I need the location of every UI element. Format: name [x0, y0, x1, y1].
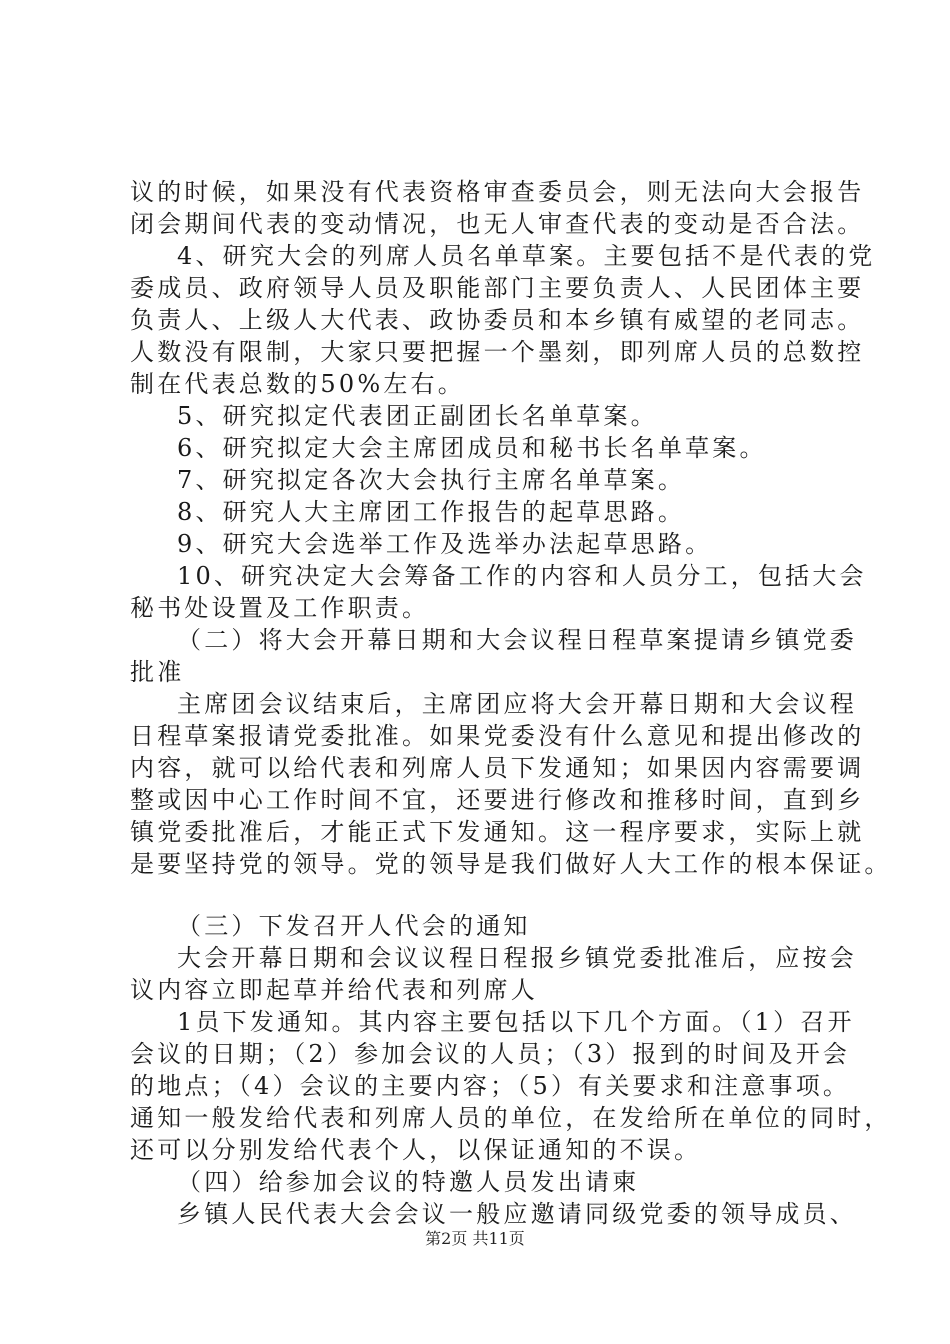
body-text-line: 大会开幕日期和会议议程日程报乡镇党委批准后，应按会 [177, 944, 857, 972]
list-item-4: 4、研究大会的列席人员名单草案。主要包括不是代表的党 [177, 242, 876, 270]
section-heading-3: （三）下发召开人代会的通知 [177, 912, 531, 940]
body-text-line: 闭会期间代表的变动情况，也无人审查代表的变动是否合法。 [130, 210, 865, 238]
body-text-line: 人数没有限制，大家只要把握一个墨刻，即列席人员的总数控 [130, 338, 865, 366]
body-text-line: 1员下发通知。其内容主要包括以下几个方面。（1）召开 [177, 1008, 855, 1036]
body-text-line: 通知一般发给代表和列席人员的单位，在发给所在单位的同时， [130, 1104, 892, 1132]
body-text-line: 议内容立即起草并给代表和列席人 [130, 976, 538, 1004]
list-item-8: 8、研究人大主席团工作报告的起草思路。 [177, 498, 686, 526]
body-text-line: 秘书处设置及工作职责。 [130, 594, 430, 622]
body-text-line: 负责人、上级人大代表、政协委员和本乡镇有威望的老同志。 [130, 306, 865, 334]
list-item-10: 10、研究决定大会筹备工作的内容和人员分工，包括大会 [177, 562, 867, 590]
body-text-line: 日程草案报请党委批准。如果党委没有什么意见和提出修改的 [130, 722, 865, 750]
list-item-5: 5、研究拟定代表团正副团长名单草案。 [177, 402, 658, 430]
body-text-line: 议的时候，如果没有代表资格审查委员会，则无法向大会报告 [130, 178, 865, 206]
section-heading-2-cont: 批准 [130, 658, 185, 686]
section-heading-4: （四）给参加会议的特邀人员发出请柬 [177, 1168, 640, 1196]
body-text-line: 还可以分别发给代表个人，以保证通知的不误。 [130, 1136, 702, 1164]
body-text-line: 会议的日期；（2）参加会议的人员；（3）报到的时间及开会 [130, 1040, 851, 1068]
body-text-line: 的地点；（4）会议的主要内容；（5）有关要求和注意事项。 [130, 1072, 851, 1100]
body-text-line: 是要坚持党的领导。党的领导是我们做好人大工作的根本保证。 [130, 850, 892, 878]
section-heading-2: （二）将大会开幕日期和大会议程日程草案提请乡镇党委 [177, 626, 857, 654]
list-item-9: 9、研究大会选举工作及选举办法起草思路。 [177, 530, 713, 558]
body-text-line: 委成员、政府领导人员及职能部门主要负责人、人民团体主要 [130, 274, 865, 302]
body-text-line: 整或因中心工作时间不宜，还要进行修改和推移时间，直到乡 [130, 786, 865, 814]
list-item-7: 7、研究拟定各次大会执行主席名单草案。 [177, 466, 686, 494]
body-text-line: 主席团会议结束后，主席团应将大会开幕日期和大会议程 [177, 690, 857, 718]
list-item-6: 6、研究拟定大会主席团成员和秘书长名单草案。 [177, 434, 767, 462]
body-text-line: 内容，就可以给代表和列席人员下发通知；如果因内容需要调 [130, 754, 865, 782]
body-text-line: 制在代表总数的50%左右。 [130, 370, 465, 398]
body-text-line: 乡镇人民代表大会会议一般应邀请同级党委的领导成员、 [177, 1200, 857, 1228]
body-text-line: 镇党委批准后，才能正式下发通知。这一程序要求，实际上就 [130, 818, 865, 846]
page-number-footer: 第2页 共11页 [425, 1229, 525, 1248]
